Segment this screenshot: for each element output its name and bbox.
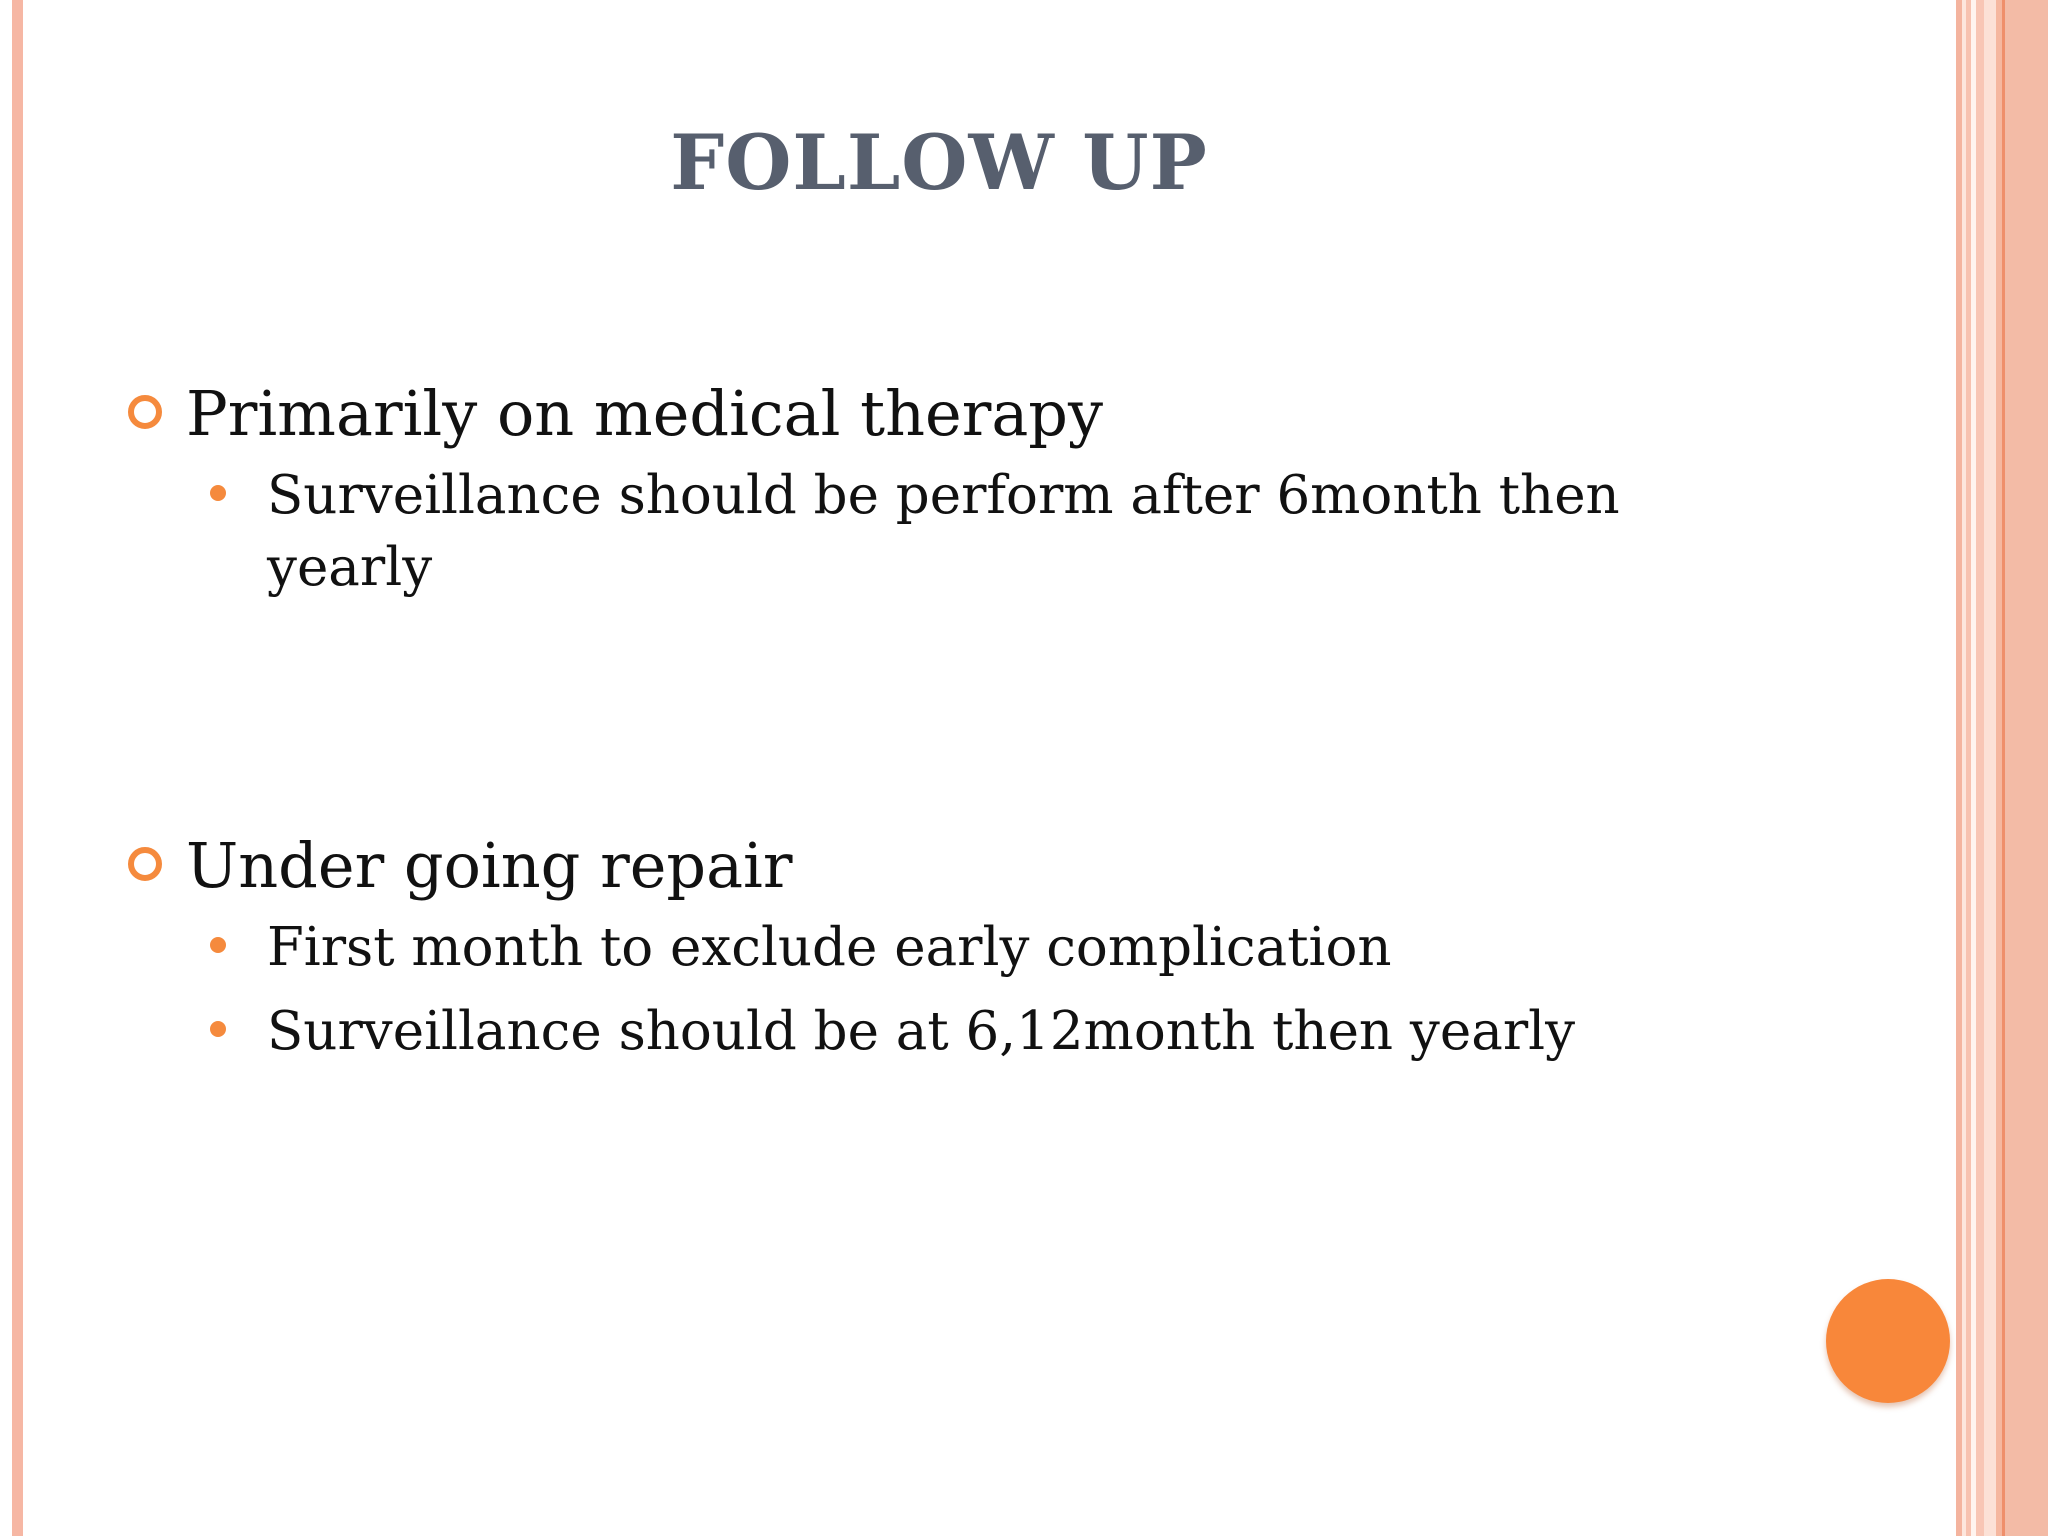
dot-bullet-icon	[210, 485, 226, 501]
dot-bullet-icon	[210, 937, 226, 953]
bullet-level1-text: Under going repair	[186, 829, 793, 902]
bullet-level2	[0, 996, 1900, 1068]
bullet-level2	[0, 912, 1900, 984]
bullet-level1-text: Primarily on medical therapy	[186, 377, 1104, 450]
bullet-section-repair	[0, 826, 1900, 1068]
slide-title: FOLLOW UP	[670, 118, 1208, 207]
bullet-level2	[0, 460, 1900, 604]
ring-bullet-icon	[128, 847, 162, 881]
decorative-orange-circle	[1826, 1279, 1950, 1403]
bullet-level2-text: First month to exclude early complication	[267, 917, 1392, 978]
bullet-section-medical-therapy	[0, 374, 1900, 604]
right-border-stripes	[1956, 0, 2048, 1536]
dot-bullet-icon	[210, 1021, 226, 1037]
bullet-level1	[0, 826, 1900, 906]
bullet-level2-text: Surveillance should be perform after 6month then yearly	[267, 465, 1620, 598]
left-border-stripe	[12, 0, 23, 1536]
bullet-level2-text: Surveillance should be at 6,12month then yearly	[267, 1001, 1576, 1062]
bullet-level1	[0, 374, 1900, 454]
ring-bullet-icon	[128, 395, 162, 429]
